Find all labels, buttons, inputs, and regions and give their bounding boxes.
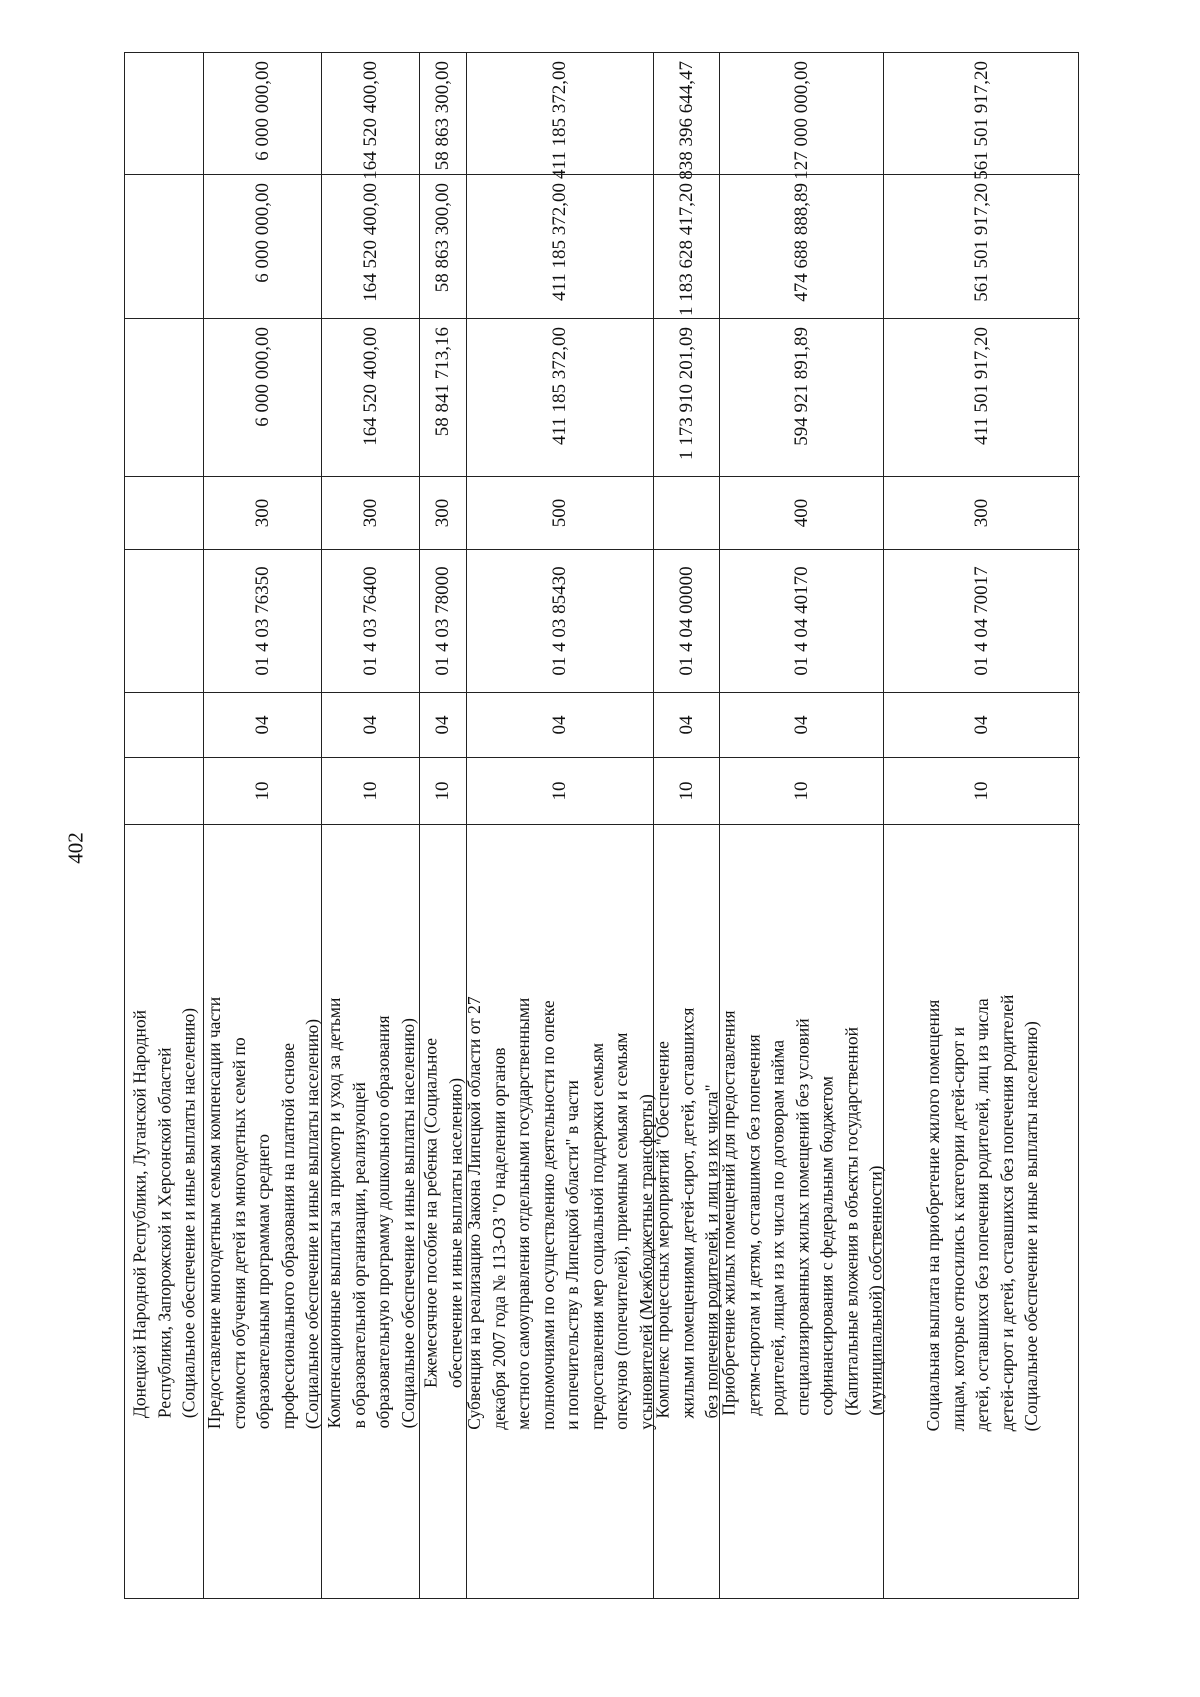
row-amount3: 127 000 000,00	[790, 61, 812, 180]
cell-description	[464, 825, 656, 1600]
row-amount1: 594 921 891,89	[790, 327, 812, 446]
row-target: 01 4 03 76350	[251, 566, 273, 676]
cell-amount2	[125, 175, 203, 319]
table-row	[651, 53, 721, 1598]
row-kind: 300	[251, 498, 273, 528]
cell-target	[884, 550, 1080, 693]
cell-subsection	[420, 693, 466, 758]
row-amount3: 164 520 400,00	[359, 61, 381, 180]
table-row	[125, 53, 204, 1598]
row-kind: 500	[549, 498, 570, 528]
row-amount3: 411 185 372,00	[549, 61, 570, 180]
row-amount1: 58 841 713,16	[432, 327, 453, 437]
cell-amount1	[322, 319, 419, 477]
row-target: 01 4 03 85430	[549, 566, 570, 676]
row-kind: 300	[359, 498, 381, 528]
cell-description	[204, 825, 321, 1600]
row-amount2: 561 501 917,20	[971, 183, 992, 302]
row-amount1: 6 000 000,00	[251, 327, 273, 427]
row-section: 10	[790, 781, 812, 801]
table-row	[464, 53, 656, 1598]
cell-target	[204, 550, 321, 693]
cell-subsection	[654, 693, 719, 758]
cell-amount1	[884, 319, 1080, 477]
cell-amount3	[322, 53, 419, 180]
cell-subsection	[720, 693, 883, 758]
cell-amount3	[720, 53, 883, 180]
row-section: 10	[432, 781, 453, 801]
row-subsection: 04	[251, 715, 273, 735]
row-kind: 400	[790, 498, 812, 528]
cell-amount3	[884, 53, 1080, 180]
cell-kind	[125, 477, 203, 550]
row-amount1: 164 520 400,00	[359, 327, 381, 446]
cell-target	[467, 550, 653, 693]
row-amount1: 411 501 917,20	[971, 327, 992, 446]
cell-section	[204, 758, 321, 825]
row-amount1: 411 185 372,00	[549, 327, 570, 446]
cell-amount3	[654, 53, 719, 180]
cell-target	[720, 550, 883, 693]
cell-kind	[720, 477, 883, 550]
row-subsection: 04	[359, 715, 381, 735]
row-target: 01 4 04 00000	[675, 566, 697, 676]
cell-kind	[204, 477, 321, 550]
cell-amount1	[420, 319, 466, 477]
row-subsection: 04	[971, 715, 992, 735]
row-description: Предоставление многодетным семьям компенсации части стоимости обучения детей из многодетных семей по образовательным программам среднего профессионального образования на платной основе (Социальное обеспечение и иные выплаты населению)	[203, 996, 322, 1429]
cell-subsection	[204, 693, 321, 758]
cell-subsection	[125, 693, 203, 758]
row-subsection: 04	[790, 715, 812, 735]
row-amount2: 1 183 628 417,20	[675, 183, 697, 316]
row-section: 10	[251, 781, 273, 801]
cell-amount3	[420, 53, 466, 175]
cell-target	[322, 550, 419, 693]
row-section: 10	[359, 781, 381, 801]
row-target: 01 4 03 76400	[359, 566, 381, 676]
cell-amount1	[720, 319, 883, 477]
row-description: Комплекс процессных мероприятий "Обеспечение жилыми помещениями детей-сирот, детей, оставшихся без попечения родителей, и лиц из их числа"	[651, 1007, 721, 1418]
cell-amount3	[125, 53, 203, 175]
cell-kind	[322, 477, 419, 550]
cell-amount1	[467, 319, 653, 477]
row-description: Приобретение жилых помещений для предоставления детям-сиротам и детям, оставшимся без попечения родителей, лицам из их числа по договорам найма специализированных жилых помещений без условий софинансирования с федеральным бюджетом (Капитальные вложения в объекты государственной (муниципальной) собственности)	[717, 1009, 885, 1416]
row-amount3: 6 000 000,00	[251, 61, 273, 161]
row-amount2: 164 520 400,00	[359, 183, 381, 302]
row-section: 10	[675, 781, 697, 801]
cell-subsection	[884, 693, 1080, 758]
cell-description	[717, 825, 885, 1600]
cell-amount2	[322, 175, 419, 319]
cell-kind	[420, 477, 466, 550]
cell-subsection	[467, 693, 653, 758]
row-kind: 300	[432, 498, 453, 528]
cell-subsection	[322, 693, 419, 758]
table-row	[204, 53, 322, 1598]
row-target: 01 4 04 70017	[971, 566, 992, 676]
table-row	[884, 53, 1080, 1598]
cell-kind	[654, 477, 719, 550]
cell-amount3	[467, 53, 653, 180]
row-amount2: 58 863 300,00	[432, 183, 453, 293]
row-amount3: 838 396 644,47	[675, 61, 697, 180]
row-amount3: 561 501 917,20	[971, 61, 992, 180]
cell-description	[322, 825, 419, 1600]
cell-section	[654, 758, 719, 825]
cell-amount2	[204, 175, 321, 319]
row-subsection: 04	[432, 715, 453, 735]
table-row	[717, 53, 885, 1598]
page-number: 402	[63, 832, 88, 864]
row-section: 10	[971, 781, 992, 801]
cell-section	[420, 758, 466, 825]
budget-table	[124, 52, 1079, 1599]
cell-amount2	[884, 175, 1080, 319]
cell-section	[467, 758, 653, 825]
cell-section	[720, 758, 883, 825]
cell-target	[654, 550, 719, 693]
row-amount2: 6 000 000,00	[251, 183, 273, 283]
row-subsection: 04	[549, 715, 570, 735]
cell-kind	[884, 477, 1080, 550]
cell-description	[884, 825, 1080, 1600]
row-subsection: 04	[675, 715, 697, 735]
row-description: Ежемесячное пособие на ребенка (Социальное обеспечение и иные выплаты населению)	[420, 1037, 465, 1388]
row-description: Компенсационные выплаты за присмотр и уход за детьми в образовательной организации, реализующей образовательную программу дошкольного образования (Социальное обеспечение и иные выплаты населению)	[323, 997, 417, 1428]
cell-description	[420, 825, 466, 1600]
cell-amount1	[204, 319, 321, 477]
cell-target	[420, 550, 466, 693]
cell-section	[125, 758, 203, 825]
cell-section	[322, 758, 419, 825]
row-amount2: 474 688 888,89	[790, 183, 812, 302]
cell-amount2	[654, 175, 719, 319]
cell-amount2	[720, 175, 883, 319]
cell-amount1	[125, 319, 203, 477]
cell-kind	[467, 477, 653, 550]
cell-description	[125, 825, 203, 1600]
cell-amount2	[467, 175, 653, 319]
cell-section	[884, 758, 1080, 825]
row-section: 10	[549, 781, 570, 801]
cell-description	[651, 825, 721, 1600]
cell-amount2	[420, 175, 466, 319]
cell-target	[125, 550, 203, 693]
cell-amount1	[654, 319, 719, 477]
row-description: Донецкой Народной Республики, Луганской Народной Республики, Запорожской и Херсонской областей (Социальное обеспечение и иные выплаты населению)	[129, 1007, 199, 1418]
row-description: Социальная выплата на приобретение жилого помещения лицам, которые относились к категории детей-сирот и детей, оставшихся без попечения родителей, лиц из числа детей-сирот и детей, оставшихся без попечения родителей (Социальное обеспечение и иные выплаты населению)	[922, 994, 1041, 1431]
table-row	[322, 53, 420, 1598]
row-kind: 300	[971, 498, 992, 528]
row-amount1: 1 173 910 201,09	[675, 327, 697, 460]
row-target: 01 4 03 78000	[432, 566, 453, 676]
row-amount2: 411 185 372,00	[549, 183, 570, 302]
table-row	[420, 53, 467, 1598]
row-target: 01 4 04 40170	[790, 566, 812, 676]
cell-amount3	[204, 53, 321, 175]
row-amount3: 58 863 300,00	[432, 61, 453, 171]
row-description: Субвенция на реализацию Закона Липецкой области от 27 декабря 2007 года № 113-ОЗ "О наделении органов местного самоуправления отдельными государственными полномочиями по осуществлению деятельности по опеке и попечительству в Липецкой области" в части предоставления мер социальной поддержки семьям опекунов (попечителей), приемным семьям и семьям усыновителей (Межбюджетные трансферты)	[464, 995, 656, 1430]
